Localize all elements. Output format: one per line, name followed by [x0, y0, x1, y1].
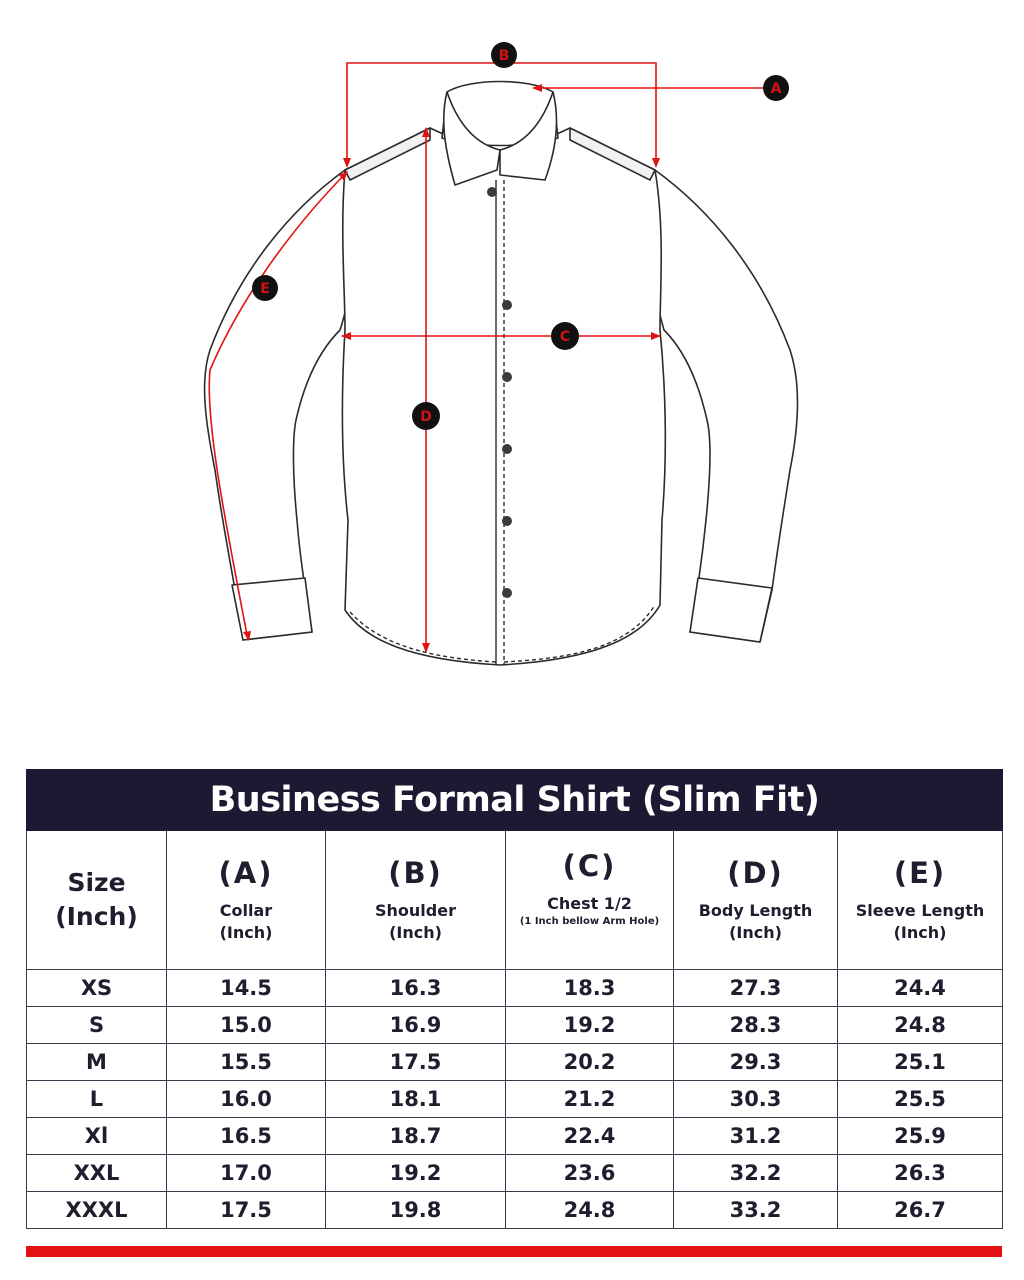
- svg-text:B: B: [498, 48, 510, 64]
- marker-a: [763, 75, 789, 101]
- measurement-cell: 30.3: [674, 1081, 838, 1118]
- measurement-cell: 16.5: [167, 1118, 326, 1155]
- table-title-row: [27, 770, 1003, 831]
- measurement-cell: 18.7: [326, 1118, 506, 1155]
- measurement-cell: 15.0: [167, 1007, 326, 1044]
- measurement-cell: 19.8: [326, 1192, 506, 1229]
- size-cell: M: [27, 1044, 167, 1081]
- measurement-cell: 26.7: [838, 1192, 1003, 1229]
- measurement-cell: 25.5: [838, 1081, 1003, 1118]
- column-header-shoulder: [326, 831, 506, 970]
- column-name: Chest 1/2: [547, 894, 632, 913]
- measurement-cell: 27.3: [674, 970, 838, 1007]
- table-row: [27, 1155, 1003, 1192]
- size-cell: XXXL: [27, 1192, 167, 1229]
- size-cell: Xl: [27, 1118, 167, 1155]
- table-header-row: [27, 831, 1003, 970]
- column-code: (A): [218, 856, 274, 890]
- measurement-cell: 18.1: [326, 1081, 506, 1118]
- size-column-header: [27, 831, 167, 970]
- measurement-cell: 19.2: [506, 1007, 674, 1044]
- column-unit: (Inch): [389, 923, 442, 942]
- svg-text:C: C: [559, 329, 571, 345]
- svg-text:E: E: [260, 281, 270, 297]
- column-name: Sleeve Length: [855, 901, 985, 920]
- measurement-cell: 28.3: [674, 1007, 838, 1044]
- table-body: [27, 970, 1003, 1229]
- size-cell: L: [27, 1081, 167, 1118]
- column-name: Body Length: [698, 901, 813, 920]
- table-row: [27, 1118, 1003, 1155]
- shirt-outline-icon: [205, 82, 798, 666]
- measurement-cell: 23.6: [506, 1155, 674, 1192]
- measurement-cell: 22.4: [506, 1118, 674, 1155]
- size-cell: XS: [27, 970, 167, 1007]
- measurement-cell: 21.2: [506, 1081, 674, 1118]
- measurement-cell: 24.8: [506, 1192, 674, 1229]
- measurement-cell: 26.3: [838, 1155, 1003, 1192]
- measurement-cell: 17.5: [326, 1044, 506, 1081]
- column-code: (D): [727, 856, 784, 890]
- measurement-cell: 25.1: [838, 1044, 1003, 1081]
- measurement-cell: 14.5: [167, 970, 326, 1007]
- column-header-body-length: [674, 831, 838, 970]
- column-unit: (Inch): [729, 923, 782, 942]
- measurement-cell: 24.8: [838, 1007, 1003, 1044]
- size-header-line1: Size: [67, 868, 126, 897]
- svg-text:D: D: [420, 409, 432, 425]
- measurement-cell: 16.0: [167, 1081, 326, 1118]
- measurement-cell: 17.0: [167, 1155, 326, 1192]
- column-name: Shoulder: [375, 901, 456, 920]
- table-row: [27, 1081, 1003, 1118]
- measurement-cell: 16.3: [326, 970, 506, 1007]
- marker-c: [551, 322, 579, 350]
- column-code: (C): [562, 849, 617, 883]
- accent-bar: [26, 1246, 1002, 1257]
- measurement-cell: 31.2: [674, 1118, 838, 1155]
- table-row: [27, 1192, 1003, 1229]
- size-header-line2: (Inch): [55, 902, 138, 931]
- measurement-cell: 20.2: [506, 1044, 674, 1081]
- column-unit: (Inch): [219, 923, 273, 942]
- measurement-cell: 17.5: [167, 1192, 326, 1229]
- measurement-cell: 15.5: [167, 1044, 326, 1081]
- measurement-cell: 16.9: [326, 1007, 506, 1044]
- column-name: Collar: [219, 901, 273, 920]
- measurement-cell: 33.2: [674, 1192, 838, 1229]
- size-cell: XXL: [27, 1155, 167, 1192]
- measurement-cell: 18.3: [506, 970, 674, 1007]
- size-chart-table: [26, 769, 1003, 1229]
- measurement-cell: 19.2: [326, 1155, 506, 1192]
- column-unit-note: (1 Inch bellow Arm Hole): [519, 916, 660, 927]
- column-code: (E): [893, 856, 947, 890]
- column-code: (B): [388, 856, 443, 890]
- column-header-sleeve-length: [838, 831, 1003, 970]
- measurement-cell: 25.9: [838, 1118, 1003, 1155]
- column-header-chest: [506, 831, 674, 970]
- measurement-cell: 32.2: [674, 1155, 838, 1192]
- table-row: [27, 1044, 1003, 1081]
- measurement-cell: 24.4: [838, 970, 1003, 1007]
- column-unit: (Inch): [893, 923, 947, 942]
- measurement-cell: 29.3: [674, 1044, 838, 1081]
- marker-b: [491, 42, 517, 68]
- table-row: [27, 1007, 1003, 1044]
- marker-e: [252, 275, 278, 301]
- svg-text:A: A: [770, 81, 782, 97]
- marker-d: [412, 402, 440, 430]
- size-cell: S: [27, 1007, 167, 1044]
- table-title: Business Formal Shirt (Slim Fit): [27, 770, 1003, 831]
- table-row: [27, 970, 1003, 1007]
- column-header-collar: [167, 831, 326, 970]
